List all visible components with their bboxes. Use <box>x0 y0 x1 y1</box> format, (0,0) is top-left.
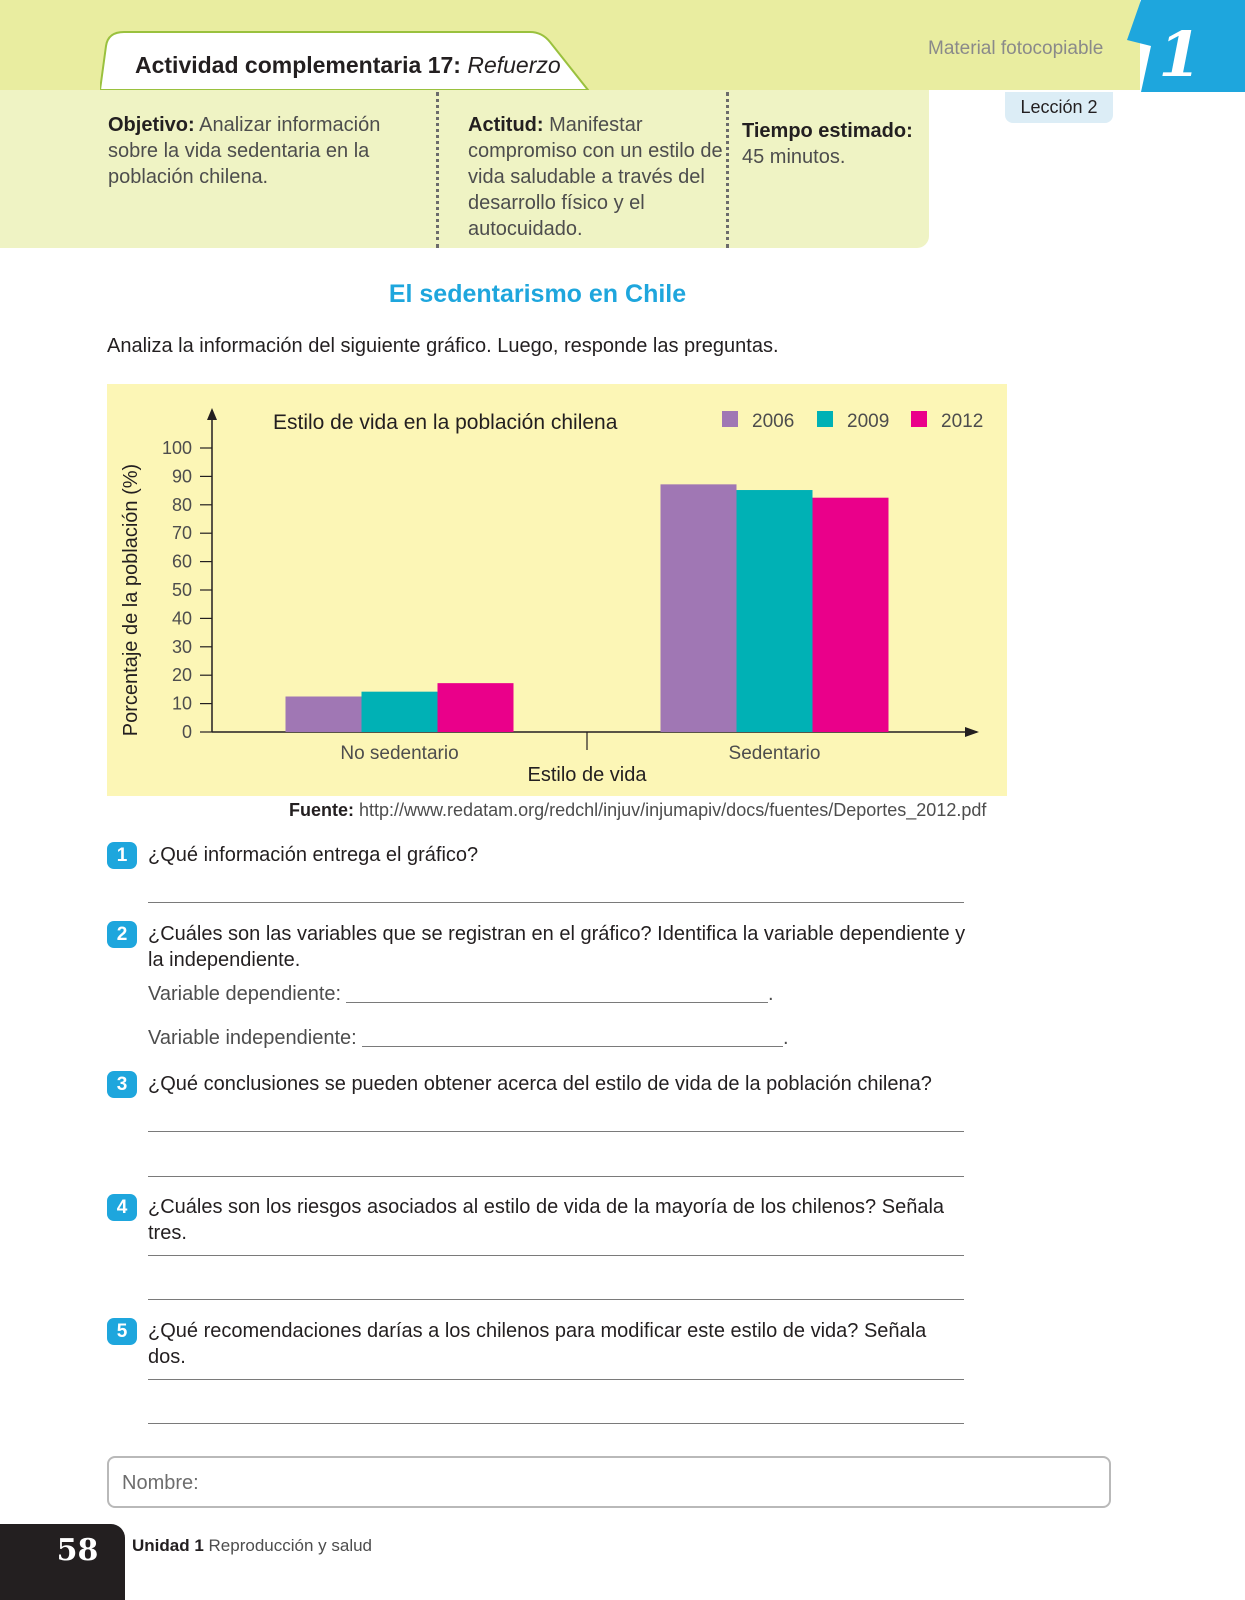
legend-label: 2009 <box>847 411 890 432</box>
activity-title <box>135 52 561 79</box>
page-number: 58 <box>56 1533 99 1568</box>
y-tick-label: 0 <box>181 722 192 742</box>
y-tick-label: 90 <box>171 466 192 487</box>
actitud-text: Manifestar compromiso con un estilo de vida saludable a través del desarrollo físico y el autocuidado. <box>468 114 723 240</box>
answer-line[interactable] <box>148 1423 964 1424</box>
footer-unit <box>132 1536 372 1556</box>
variable-independiente-line[interactable] <box>362 1046 783 1047</box>
divider <box>436 92 439 248</box>
y-tick-label: 20 <box>171 665 192 686</box>
y-axis-arrow <box>207 408 217 420</box>
x-tick-label: Sedentario <box>728 743 821 764</box>
y-tick-label: 60 <box>171 551 192 572</box>
bar <box>362 692 438 732</box>
legend-swatch <box>817 411 833 427</box>
page-title: El sedentarismo en Chile <box>388 280 687 308</box>
objetivo-label: Objetivo: <box>108 114 195 136</box>
question-number: 5 <box>107 1318 137 1345</box>
name-label: Nombre: <box>122 1472 199 1494</box>
x-axis-label: Estilo de vida <box>527 764 647 786</box>
divider <box>726 92 729 248</box>
question-text: ¿Qué información entrega el gráfico? <box>148 844 479 866</box>
answer-line[interactable] <box>148 1299 964 1300</box>
variable-dependiente-line[interactable] <box>346 1002 768 1003</box>
activity-type: Refuerzo <box>467 52 561 78</box>
answer-line[interactable] <box>148 1131 964 1132</box>
y-tick-label: 10 <box>171 693 192 714</box>
actitud-block <box>468 112 726 242</box>
bar <box>438 683 514 732</box>
source-url: http://www.redatam.org/redchl/injuv/injumapiv/docs/fuentes/Deportes_2012.pdf <box>359 800 987 820</box>
y-tick-label: 100 <box>161 438 192 458</box>
y-tick-label: 40 <box>171 608 192 629</box>
question-number: 2 <box>107 921 137 948</box>
chart-title: Estilo de vida en la población chilena <box>273 411 618 434</box>
question-number: 1 <box>107 842 137 869</box>
instruction: Analiza la información del siguiente gráfico. Luego, responde las preguntas. <box>107 335 779 357</box>
question-text: ¿Cuáles son los riesgos asociados al estilo de vida de la mayoría de los chilenos? Señala tres. <box>148 1196 945 1244</box>
bar-chart <box>107 384 1007 796</box>
y-tick-label: 80 <box>171 494 192 515</box>
answer-line[interactable] <box>148 1379 964 1380</box>
actitud-label: Actitud: <box>468 114 544 136</box>
y-tick-label: 30 <box>171 636 192 657</box>
legend-swatch <box>911 411 927 427</box>
bar <box>813 498 889 732</box>
answer-line[interactable] <box>148 1176 964 1177</box>
x-tick-label: No sedentario <box>340 743 459 764</box>
tiempo-text: 45 minutos. <box>742 146 846 168</box>
unit-title: Reproducción y salud <box>208 1536 373 1555</box>
objetivo-text: Analizar información sobre la vida sedentaria en la población chilena. <box>108 114 381 188</box>
unit-label: Unidad 1 <box>132 1536 204 1555</box>
name-field[interactable] <box>107 1456 1111 1508</box>
question-text: ¿Qué recomendaciones darías a los chilenos para modificar este estilo de vida? Señala dos. <box>148 1320 927 1368</box>
activity-label: Actividad complementaria 17: <box>135 52 461 78</box>
variable-independiente-label: Variable independiente: <box>148 1027 357 1049</box>
y-tick-label: 50 <box>171 580 192 600</box>
bar <box>737 490 813 732</box>
source-label: Fuente: <box>289 800 354 820</box>
y-tick-label: 70 <box>171 523 192 544</box>
period: . <box>783 1027 789 1049</box>
bar <box>661 484 737 732</box>
x-axis-arrow <box>965 727 979 737</box>
variable-dependiente-label: Variable dependiente: <box>148 983 342 1005</box>
answer-line[interactable] <box>148 1255 964 1256</box>
y-axis-label: Porcentaje de la población (%) <box>120 463 142 737</box>
tiempo-block <box>742 118 922 170</box>
unit-number: 1 <box>1158 18 1202 91</box>
objetivo-block <box>108 112 408 190</box>
tiempo-label: Tiempo estimado: <box>742 120 913 142</box>
legend-swatch <box>722 411 738 427</box>
bar <box>286 697 362 733</box>
legend-label: 2006 <box>752 411 795 432</box>
question-text: ¿Cuáles son las variables que se registran en el gráfico? Identifica la variable dependiente y la independiente. <box>148 923 966 971</box>
material-fotocopiable: Material fotocopiable <box>928 38 1104 59</box>
question-number: 4 <box>107 1194 137 1221</box>
period: . <box>768 983 774 1005</box>
lesson-badge: Lección 2 <box>1005 92 1113 123</box>
source <box>289 800 986 821</box>
legend-label: 2012 <box>941 411 984 432</box>
answer-line[interactable] <box>148 902 964 903</box>
question-text: ¿Qué conclusiones se pueden obtener acerca del estilo de vida de la población chilena? <box>148 1073 932 1095</box>
question-number: 3 <box>107 1071 137 1098</box>
